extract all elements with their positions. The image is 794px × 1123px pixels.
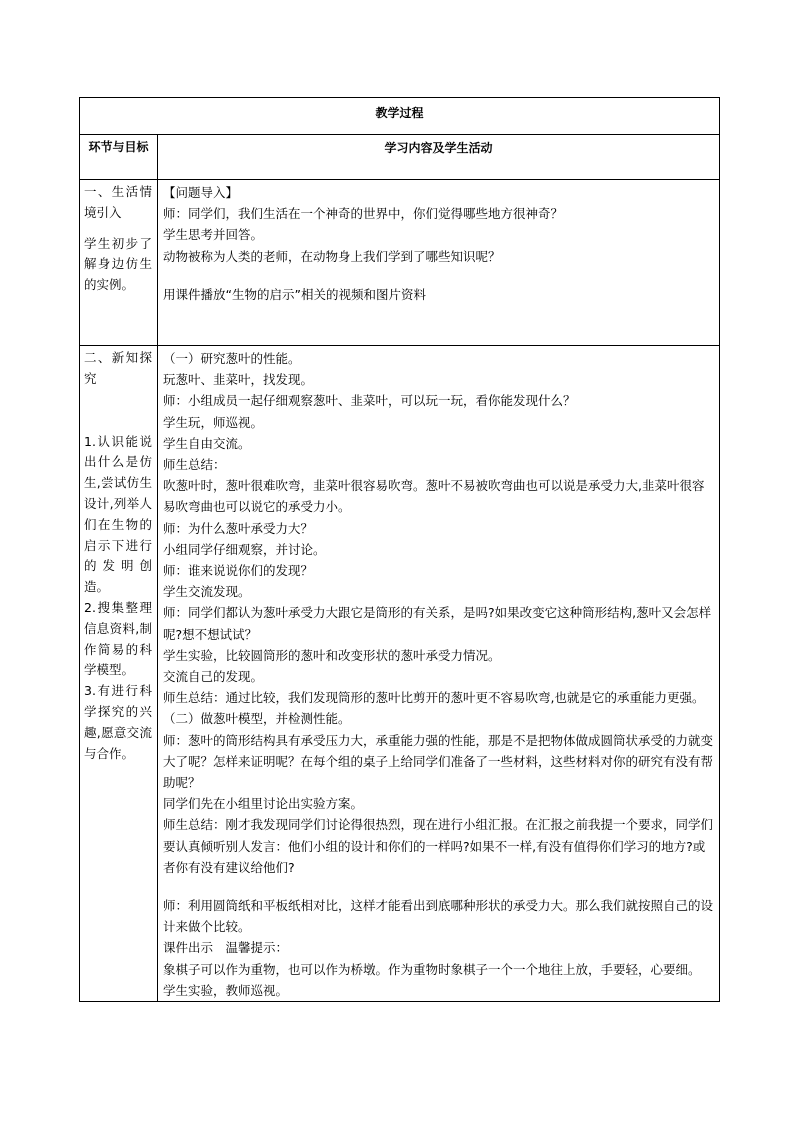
content-line: 交流自己的发现。 [163, 669, 264, 685]
stage-goal: 2.搜集整理信息资料,制作简易的科学模型。 [84, 599, 152, 678]
content-line: 小组同学仔细观察，并讨论。 [163, 541, 326, 557]
content-line: 师生总结：刚才我发现同学们讨论得很热烈，现在进行小组汇报。在汇报之前我提一个要求，同学们要认真倾听别人发言：他们小组的设计和你们的一样吗?如果不一样,有没有值得你们学习的地方?或者你有没有建议给他们? [163, 817, 714, 875]
content-line: 学生玩，师巡视。 [163, 414, 264, 430]
content-line: 象棋子可以作为重物，也可以作为桥墩。作为重物时象棋子一个一个地往上放，手要轻，心要细。 [163, 961, 701, 977]
stage-cell-explore [80, 346, 158, 1002]
stage-title: 二、新知探究 [84, 350, 152, 386]
content-line: 【问题导入】 [163, 185, 239, 200]
stage-goal: 1.认识能说出什么是仿生,尝试仿生设计,列举人们在生物的启示下进行的发明创造。 [84, 433, 152, 595]
stage-goal: 3.有进行科学探究的兴趣,愿意交流与合作。 [84, 683, 152, 761]
table-title: 教学过程 [80, 98, 720, 135]
content-line: 师：谁来说说你们的发现？ [163, 563, 314, 579]
content-line: 师：为什么葱叶承受力大？ [163, 520, 314, 536]
content-line: 师生总结：通过比较，我们发现筒形的葱叶比剪开的葱叶更不容易吹弯,也就是它的承重能力更强。 [163, 690, 705, 706]
content-line: 师：利用圆筒纸和平板纸相对比，这样才能看出到底哪种形状的承受力大。那么我们就按照自己的设计来做个比较。 [163, 898, 714, 935]
content-line: 师：同学们，我们生活在一个神奇的世界中，你们觉得哪些地方很神奇？ [163, 206, 564, 222]
content-cell-explore [158, 346, 720, 1002]
title-row [80, 98, 720, 135]
content-line: 师：小组成员一起仔细观察葱叶、韭菜叶，可以玩一玩，看你能发现什么？ [163, 393, 576, 409]
content-cell-intro [158, 180, 720, 346]
header-stage-goal: 环节与目标 [80, 135, 158, 180]
content-line: 玩葱叶、韭菜叶，找发现。 [163, 372, 314, 388]
teaching-process-table [79, 97, 720, 1002]
content-line: 吹葱叶时，葱叶很难吹弯，韭菜叶很容易吹弯。葱叶不易被吹弯曲也可以说是承受力大,韭菜叶很容易吹弯曲也可以说它的承受力小。 [163, 478, 705, 515]
content-line: 学生思考并回答。 [163, 227, 264, 243]
stage-cell-intro [80, 180, 158, 346]
content-line: 学生实验，教师巡视。 [163, 982, 289, 998]
content-line: 师：同学们都认为葱叶承受力大跟它是筒形的有关系，是吗?如果改变它这种筒形结构,葱叶又会怎样呢?想不想试试？ [163, 605, 712, 642]
content-line: 学生自由交流。 [163, 435, 251, 451]
content-line: 学生交流发现。 [163, 584, 251, 600]
content-line: 动物被称为人类的老师，在动物身上我们学到了哪些知识呢？ [163, 248, 501, 264]
content-line: （一）研究葱叶的性能。 [163, 351, 301, 366]
content-line: 师生总结： [163, 457, 226, 473]
section-row-explore [80, 346, 720, 1002]
content-line: 课件出示 温馨提示： [163, 940, 289, 956]
header-content-activities: 学习内容及学生活动 [158, 135, 720, 180]
stage-goal: 学生初步了解身边仿生的实例。 [84, 235, 152, 293]
header-row [80, 135, 720, 180]
stage-title: 一、生活情境引入 [84, 184, 152, 220]
content-line: 师：葱叶的筒形结构具有承受压力大，承重能力强的性能，那是不是把物体做成圆筒状承受的力就变大了呢？怎样来证明呢？在每个组的桌子上给同学们准备了一些材料，这些材料对你的研究有没有帮助呢？ [163, 732, 714, 791]
content-line: 用课件播放“生物的启示”相关的视频和图片资料 [163, 286, 426, 302]
content-line: 同学们先在小组里讨论出实验方案。 [163, 796, 364, 812]
content-line: （二）做葱叶模型，并检测性能。 [163, 711, 351, 727]
content-line: 学生实验，比较圆筒形的葱叶和改变形状的葱叶承受力情况。 [163, 647, 501, 663]
section-row-intro [80, 180, 720, 346]
